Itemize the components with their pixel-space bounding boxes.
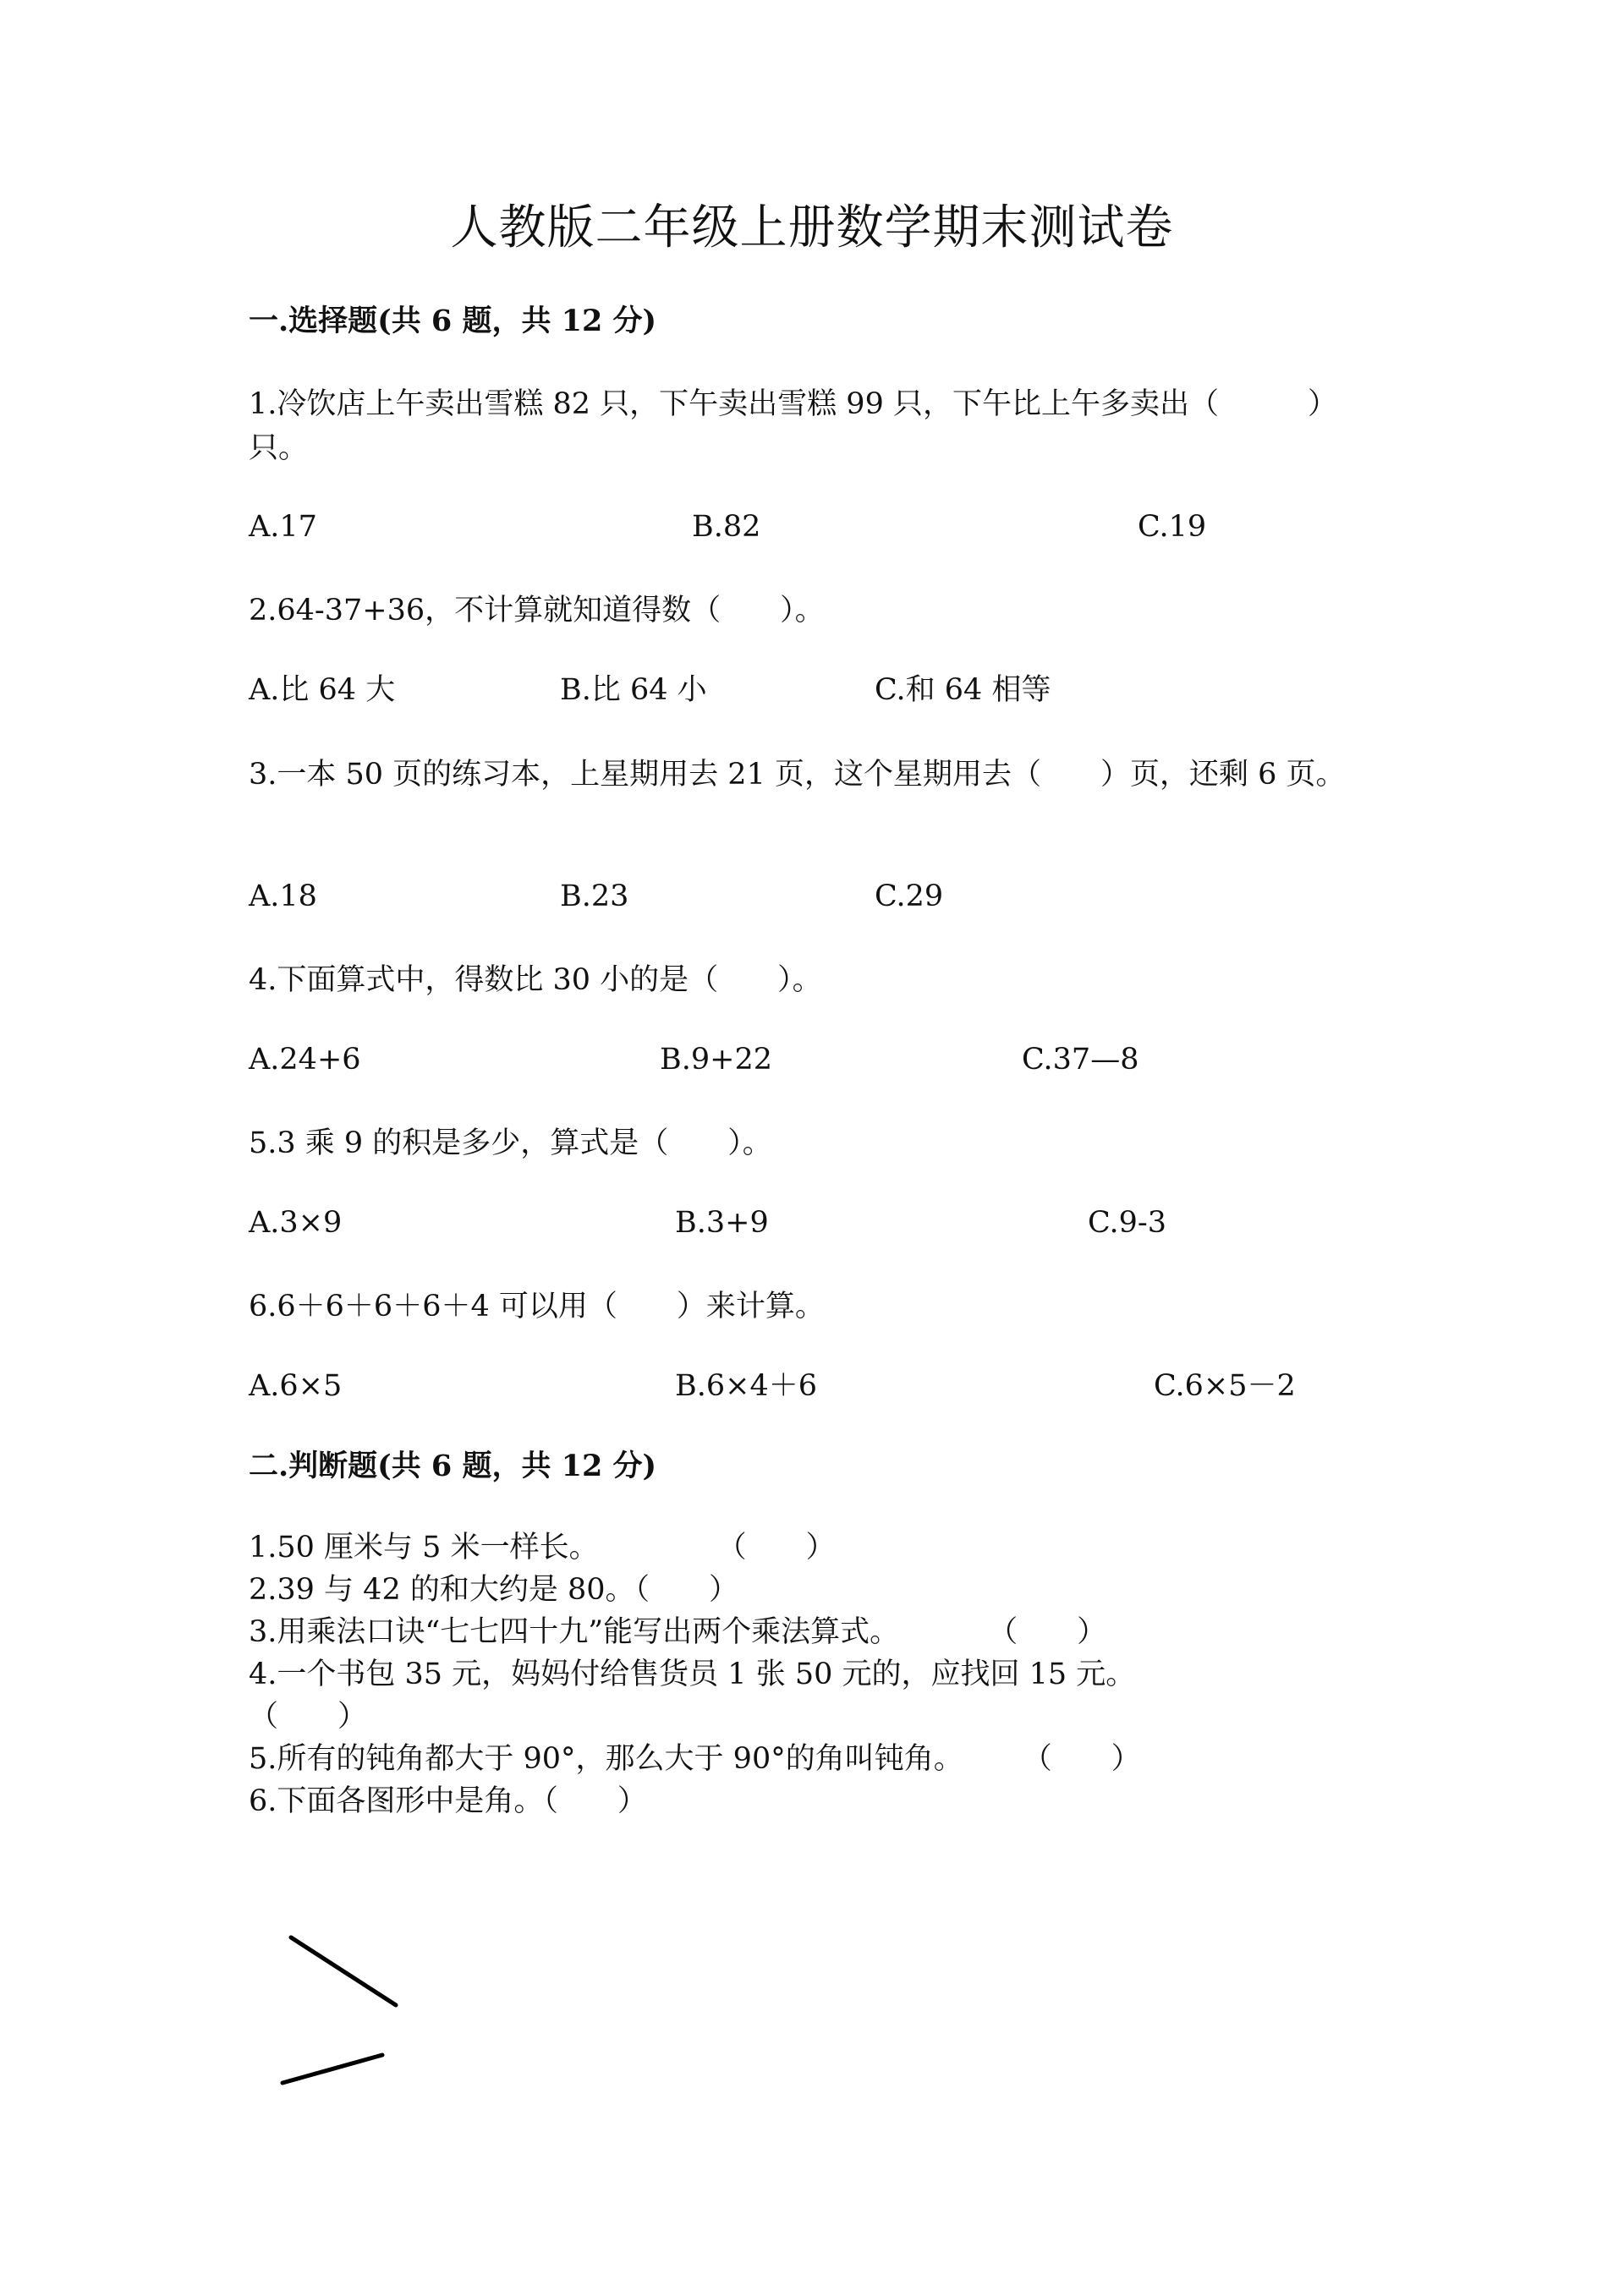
option-b: B.9+22 [660,1043,772,1077]
option-b: B.比 64 小 [560,673,707,707]
true-false-item: （ ） [249,1700,368,1734]
true-false-item: 1.50 厘米与 5 米一样长。 （ ） [249,1531,836,1564]
true-false-item: 5.所有的钝角都大于 90°，那么大于 90°的角叫钝角。 （ ） [249,1742,1141,1776]
question-text: 4.下面算式中，得数比 30 小的是（ ）。 [249,963,822,997]
page-title: 人教版二年级上册数学期末测试卷 [450,200,1174,255]
option-a: A.24+6 [249,1043,361,1077]
question-text: 2.64-37+36，不计算就知道得数（ ）。 [249,594,825,627]
option-a: A.3×9 [249,1206,343,1240]
option-c: C.29 [875,879,944,913]
option-c: C.6×5－2 [1154,1369,1296,1403]
option-b: B.3+9 [675,1206,769,1240]
option-a: A.18 [249,879,317,913]
question-text: 1.冷饮店上午卖出雪糕 82 只，下午卖出雪糕 99 只，下午比上午多卖出（ ）只。 [249,387,1337,465]
option-c: C.37—8 [1022,1043,1139,1077]
option-c: C.和 64 相等 [875,673,1051,707]
option-b: B.82 [692,510,761,544]
true-false-item: 2.39 与 42 的和大约是 80。（ ） [249,1573,739,1607]
true-false-item: 4.一个书包 35 元，妈妈付给售货员 1 张 50 元的，应找回 15 元。 [249,1658,1136,1691]
true-false-item: 3.用乘法口诀“七七四十九”能写出两个乘法算式。 （ ） [249,1615,1107,1649]
option-c: C.9-3 [1088,1206,1167,1240]
section-heading-true-false: 二.判断题(共 6 题，共 12 分) [249,1449,657,1483]
lower-line-segment [283,2055,382,2083]
option-a: A.17 [249,510,317,544]
section-heading-multiple-choice: 一.选择题(共 6 题，共 12 分) [249,304,657,338]
open-angle-figure-icon [271,1920,414,2106]
option-a: A.比 64 大 [249,673,396,707]
option-b: B.23 [560,879,629,913]
upper-line-segment [291,1937,396,2005]
option-c: C.19 [1138,510,1207,544]
option-a: A.6×5 [249,1369,343,1403]
question-text: 6.6＋6＋6＋6＋4 可以用（ ）来计算。 [249,1290,825,1323]
question-text: 3.一本 50 页的练习本，上星期用去 21 页，这个星期用去（ ）页，还剩 6 页。 [249,758,1346,792]
option-b: B.6×4＋6 [675,1369,817,1403]
question-text: 5.3 乘 9 的积是多少，算式是（ ）。 [249,1126,772,1160]
true-false-item: 6.下面各图形中是角。（ ） [249,1784,647,1818]
